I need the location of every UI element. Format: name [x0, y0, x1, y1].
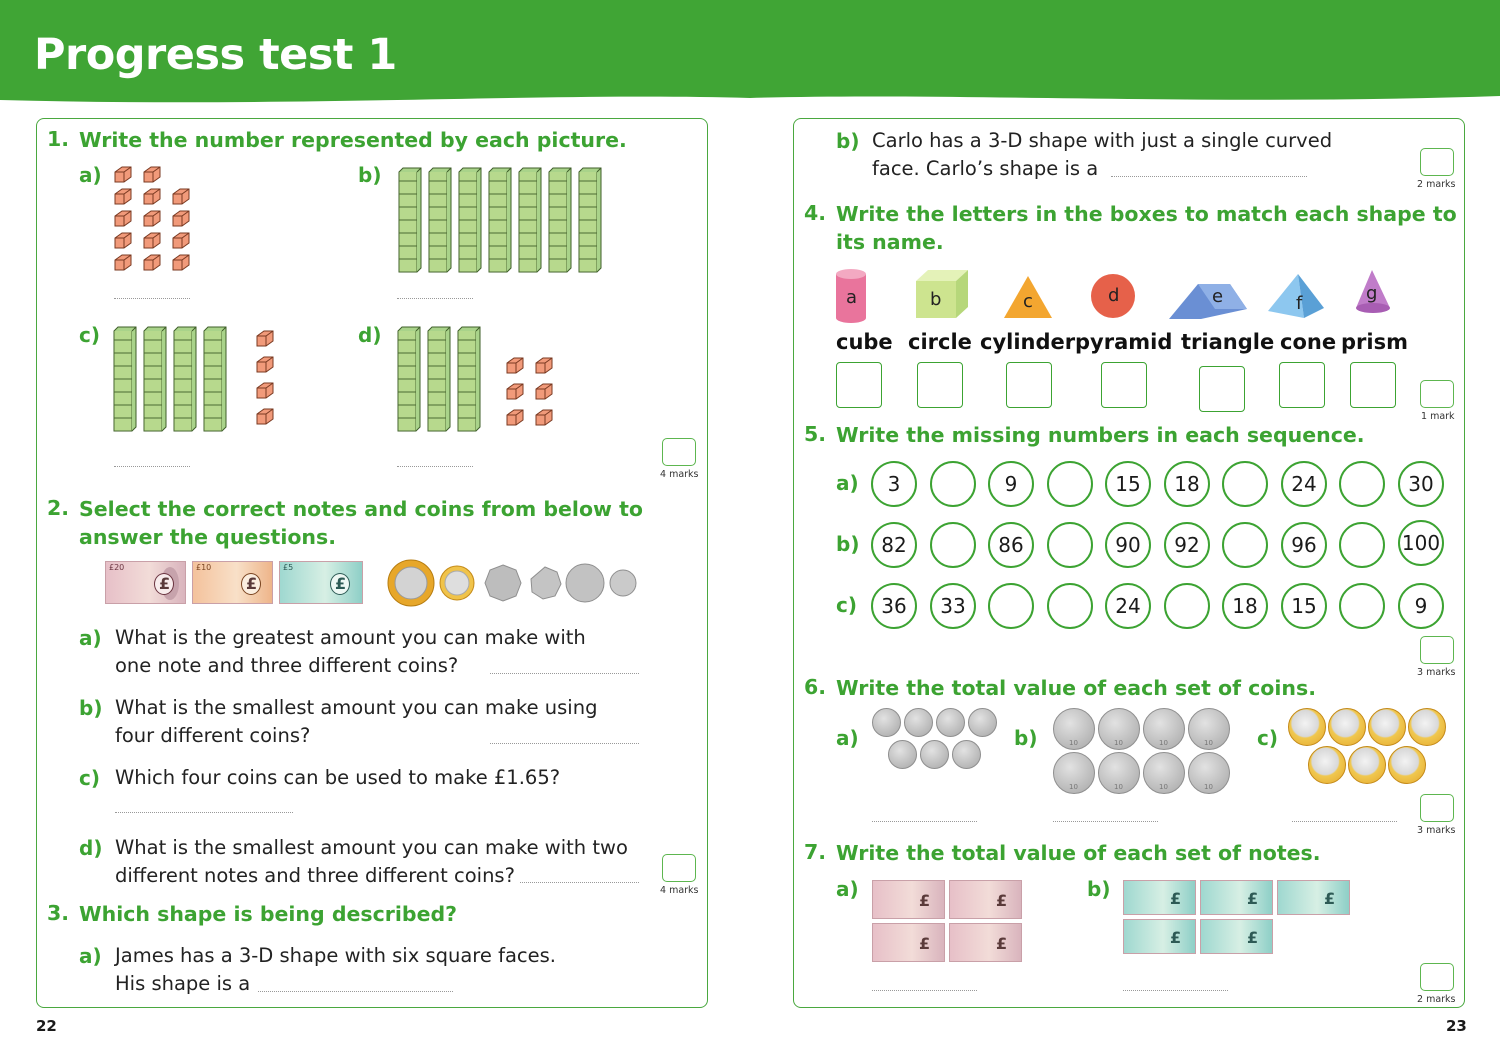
seq-c-4-blank[interactable] [1047, 583, 1093, 629]
q1-mark-box[interactable] [662, 438, 696, 466]
seq-b-9-blank[interactable] [1339, 522, 1385, 568]
five-pound-note [1123, 919, 1196, 954]
q3-mark-box[interactable] [1420, 148, 1454, 176]
seq-a-2-blank[interactable] [930, 461, 976, 507]
q4-answer-box-cylinder[interactable] [1006, 362, 1052, 408]
q6-number: 6. [804, 675, 827, 699]
q6-marks-text: 3 marks [1417, 825, 1456, 836]
seq-c-5: 24 [1105, 583, 1151, 629]
shape-letter-a: a [846, 287, 858, 308]
seq-b-5: 90 [1105, 522, 1151, 568]
q2d-line1: What is the smallest amount you can make with two [115, 836, 628, 859]
q3a-answer-line[interactable] [258, 991, 453, 992]
seq-a-10: 30 [1398, 461, 1444, 507]
q1-base-ten-pictures [0, 0, 720, 480]
q3a-label: a) [79, 944, 102, 968]
q5-marks-text: 3 marks [1417, 667, 1456, 678]
q1-marks-text: 4 marks [660, 469, 699, 480]
q1b-label: b) [358, 163, 382, 187]
seq-b-3: 86 [988, 522, 1034, 568]
pound-sign-icon: £ [1324, 889, 1336, 908]
five-pound-note: £5 £ [279, 561, 363, 604]
seq-c-1: 36 [871, 583, 917, 629]
seq-b-4-blank[interactable] [1047, 522, 1093, 568]
q2a-line2: one note and three different coins? [115, 654, 459, 677]
five-pence-coin [610, 570, 636, 596]
q3b-line2: face. Carlo’s shape is a [872, 157, 1099, 180]
pound-sign-icon: £ [335, 574, 347, 593]
shape-name-circle: circle [908, 330, 972, 354]
q1a-label: a) [79, 163, 102, 187]
one-pound-coin [1388, 746, 1426, 784]
one-pound-coin [1328, 708, 1366, 746]
q1a-answer-line[interactable] [114, 298, 190, 299]
q7-title: Write the total value of each set of notes. [836, 841, 1321, 865]
q2c-label: c) [79, 766, 100, 790]
q3-number: 3. [47, 901, 70, 925]
q6b-label: b) [1014, 726, 1038, 750]
q4-answer-box-cone[interactable] [1279, 362, 1325, 408]
q4-answer-box-pyramid[interactable] [1101, 362, 1147, 408]
seq-a-9-blank[interactable] [1339, 461, 1385, 507]
q6c-label: c) [1257, 726, 1278, 750]
one-pound-coin [440, 566, 474, 600]
seq-b-2-blank[interactable] [930, 522, 976, 568]
seq-a-4-blank[interactable] [1047, 461, 1093, 507]
page-title: Progress test 1 [34, 30, 397, 80]
one-pound-coin [1368, 708, 1406, 746]
five-pence-coin [904, 708, 933, 737]
q5c-label: c) [836, 593, 857, 617]
seq-c-10: 9 [1398, 583, 1444, 629]
page-number-right: 23 [1446, 1017, 1467, 1035]
seq-b-8: 96 [1281, 522, 1327, 568]
pound-sign-icon: £ [996, 891, 1008, 910]
q3b-answer-line[interactable] [1111, 176, 1307, 177]
five-pence-coin [872, 708, 901, 737]
q1b-answer-line[interactable] [397, 298, 473, 299]
q1-title: Write the number represented by each picture. [79, 128, 627, 152]
one-pound-coin [1308, 746, 1346, 784]
q1-number: 1. [47, 127, 70, 151]
q4-marks-text: 1 mark [1421, 411, 1455, 422]
q1d-label: d) [358, 323, 382, 347]
q2-title-line1: Select the correct notes and coins from below to [79, 497, 643, 521]
five-pence-coin [888, 740, 917, 769]
q7a-label: a) [836, 877, 859, 901]
one-pound-coin [1408, 708, 1446, 746]
shape-letter-b: b [930, 289, 942, 310]
seq-a-1: 3 [871, 461, 917, 507]
ten-pence-coin: 10 [1143, 752, 1185, 794]
seq-b-6: 92 [1164, 522, 1210, 568]
q1a-unit-cubes [115, 167, 189, 270]
q1d-answer-line[interactable] [397, 466, 473, 467]
shape-b-cube [916, 270, 968, 318]
q2b-label: b) [79, 696, 103, 720]
ten-pence-coin: 10 [1053, 752, 1095, 794]
twenty-pound-note [949, 923, 1022, 962]
q2-coins [380, 552, 650, 612]
pound-sign-icon: £ [919, 934, 931, 953]
q1c-blocks [114, 327, 273, 431]
q3a-line1: James has a 3-D shape with six square faces. [115, 944, 556, 967]
q6c-answer-line[interactable] [1292, 821, 1397, 822]
twenty-pound-note [872, 923, 945, 962]
q2-title-line2: answer the questions. [79, 525, 337, 549]
twenty-pence-coin [531, 567, 561, 599]
page-number-left: 22 [36, 1017, 57, 1035]
q2b-answer-line[interactable] [490, 743, 639, 744]
shape-name-cylinder: cylinder [980, 330, 1076, 354]
shape-letter-g: g [1366, 283, 1378, 304]
q2c-line1: Which four coins can be used to make £1.65? [115, 766, 561, 789]
seq-b-10: 100 [1398, 520, 1444, 566]
q2-marks-text: 4 marks [660, 885, 699, 896]
shape-letter-f: f [1296, 293, 1303, 314]
q3a-line2: His shape is a [115, 972, 251, 995]
ten-pound-note: £10 £ [192, 561, 273, 604]
q4-mark-box[interactable] [1420, 380, 1454, 408]
shape-letter-d: d [1108, 285, 1120, 306]
pound-sign-icon: £ [1247, 928, 1259, 947]
q4-number: 4. [804, 201, 827, 225]
q2b-line1: What is the smallest amount you can make using [115, 696, 598, 719]
five-pence-coin [952, 740, 981, 769]
q2b-line2: four different coins? [115, 724, 311, 747]
seq-a-3: 9 [988, 461, 1034, 507]
q7a-answer-line[interactable] [872, 990, 977, 991]
pound-sign-icon: £ [1247, 889, 1259, 908]
pound-sign-icon: £ [159, 574, 171, 593]
seq-b-7-blank[interactable] [1222, 522, 1268, 568]
seq-c-9-blank[interactable] [1339, 583, 1385, 629]
seq-a-6: 18 [1164, 461, 1210, 507]
five-pound-note [1200, 880, 1273, 915]
shape-e-prism [1169, 284, 1247, 319]
q2d-answer-line[interactable] [520, 882, 639, 883]
shape-name-triangle: triangle [1181, 330, 1275, 354]
q2c-answer-line[interactable] [115, 812, 293, 813]
pound-sign-icon: £ [1170, 889, 1182, 908]
five-pound-note [1200, 919, 1273, 954]
q4-shapes [820, 262, 1420, 324]
q1b-ten-rods [399, 168, 601, 272]
one-pound-coin [1348, 746, 1386, 784]
ten-pence-coin: 10 [1098, 752, 1140, 794]
q1d-blocks [398, 327, 552, 431]
q2-mark-box[interactable] [662, 854, 696, 882]
twenty-pound-note [872, 880, 945, 919]
pound-sign-icon: £ [996, 934, 1008, 953]
q6-title: Write the total value of each set of coins. [836, 676, 1316, 700]
seq-c-3-blank[interactable] [988, 583, 1034, 629]
q3-title: Which shape is being described? [79, 902, 458, 926]
q4-answer-box-triangle[interactable] [1199, 366, 1245, 412]
seq-c-6-blank[interactable] [1164, 583, 1210, 629]
seq-c-2: 33 [930, 583, 976, 629]
q4-title-line1: Write the letters in the boxes to match each shape to [836, 202, 1457, 226]
q7b-label: b) [1087, 877, 1111, 901]
pound-sign-icon: £ [919, 891, 931, 910]
q5a-label: a) [836, 471, 859, 495]
shape-letter-c: c [1023, 291, 1033, 312]
q4-title-line2: its name. [836, 230, 944, 254]
one-pound-coin [1288, 708, 1326, 746]
ten-pence-coin [566, 564, 604, 602]
q3-marks-text: 2 marks [1417, 179, 1456, 190]
ten-pence-coin: 10 [1053, 708, 1095, 750]
ten-pence-coin: 10 [1143, 708, 1185, 750]
seq-a-8: 24 [1281, 461, 1327, 507]
q3b-label: b) [836, 129, 860, 153]
q6-mark-box[interactable] [1420, 794, 1454, 822]
five-pence-coin [936, 708, 965, 737]
five-pound-note [1123, 880, 1196, 915]
shape-name-cone: cone [1280, 330, 1337, 354]
q3b-line1: Carlo has a 3-D shape with just a single curved [872, 129, 1333, 152]
seq-b-1: 82 [871, 522, 917, 568]
q4-answer-box-prism[interactable] [1350, 362, 1396, 408]
q1c-answer-line[interactable] [114, 466, 190, 467]
q2a-label: a) [79, 626, 102, 650]
q5-number: 5. [804, 422, 827, 446]
twenty-pound-note: £20 £ [105, 561, 186, 604]
q7b-answer-line[interactable] [1123, 990, 1228, 991]
q5b-label: b) [836, 532, 860, 556]
five-pence-coin [920, 740, 949, 769]
q2d-line2: different notes and three different coins? [115, 864, 515, 887]
q4-answer-box-cube[interactable] [836, 362, 882, 408]
q2-number: 2. [47, 496, 70, 520]
q7-number: 7. [804, 840, 827, 864]
seq-c-7: 18 [1222, 583, 1268, 629]
five-pence-coin [968, 708, 997, 737]
q1c-label: c) [79, 323, 100, 347]
q4-answer-box-circle[interactable] [917, 362, 963, 408]
q7-mark-box[interactable] [1420, 963, 1454, 991]
pound-sign-icon: £ [1170, 928, 1182, 947]
q2a-answer-line[interactable] [490, 673, 639, 674]
q7-marks-text: 2 marks [1417, 994, 1456, 1005]
pound-sign-icon: £ [246, 574, 258, 593]
ten-pence-coin: 10 [1098, 708, 1140, 750]
fifty-pence-coin [485, 565, 521, 601]
q6b-answer-line[interactable] [1053, 821, 1158, 822]
shape-name-cube: cube [836, 330, 893, 354]
five-pound-note [1277, 880, 1350, 915]
q5-title: Write the missing numbers in each sequence. [836, 423, 1365, 447]
seq-a-5: 15 [1105, 461, 1151, 507]
q6a-answer-line[interactable] [872, 821, 977, 822]
q6a-label: a) [836, 726, 859, 750]
seq-c-8: 15 [1281, 583, 1327, 629]
q5-mark-box[interactable] [1420, 636, 1454, 664]
q2d-label: d) [79, 836, 103, 860]
shape-letter-e: e [1212, 286, 1224, 307]
ten-pence-coin: 10 [1188, 708, 1230, 750]
two-pound-coin [388, 560, 434, 606]
ten-pence-coin: 10 [1188, 752, 1230, 794]
shape-name-prism: prism [1341, 330, 1408, 354]
shape-name-pyramid: pyramid [1075, 330, 1173, 354]
seq-a-7-blank[interactable] [1222, 461, 1268, 507]
q2a-line1: What is the greatest amount you can make with [115, 626, 586, 649]
twenty-pound-note [949, 880, 1022, 919]
